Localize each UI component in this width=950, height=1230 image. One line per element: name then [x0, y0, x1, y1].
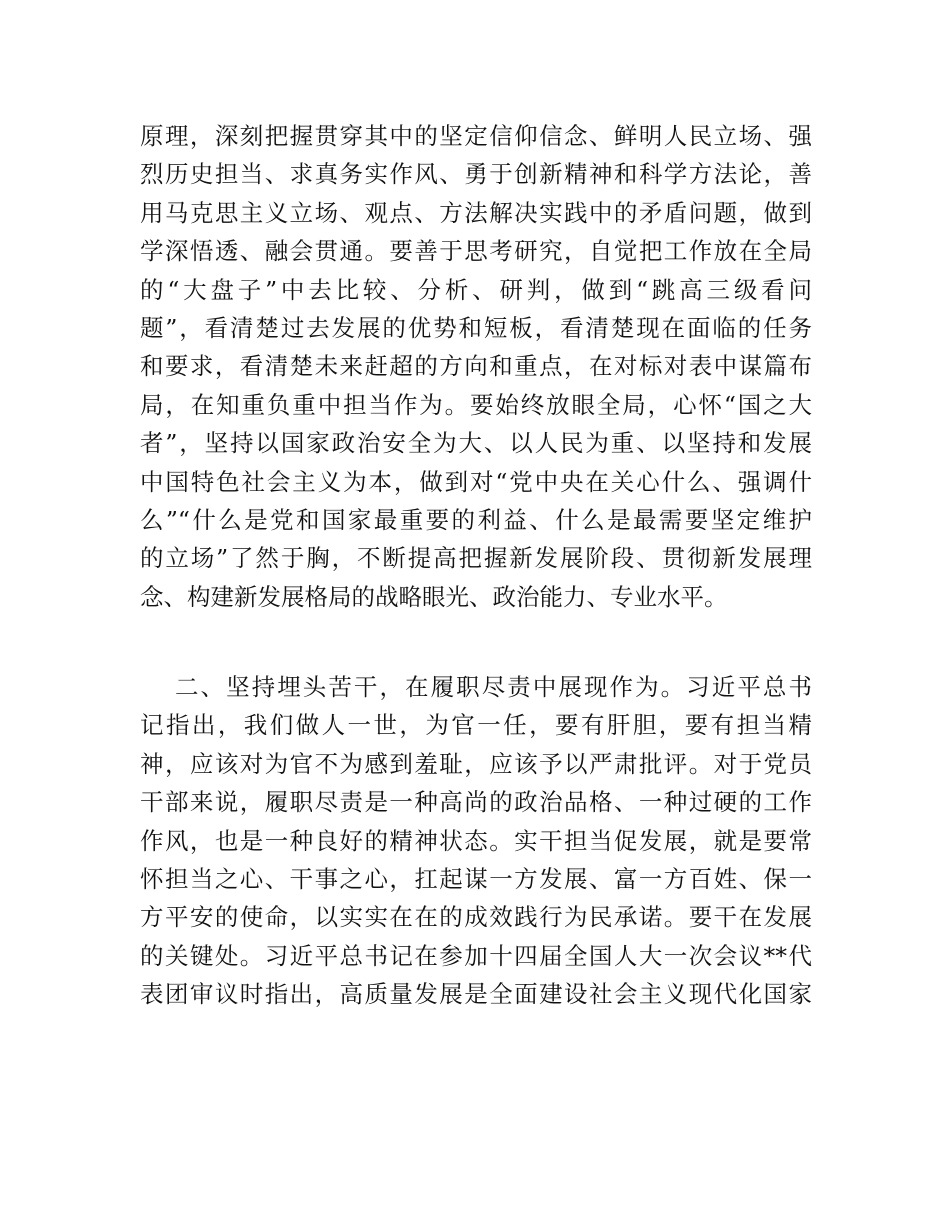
text-line: 用马克思主义立场、观点、方法解决实践中的矛盾问题，做到 [140, 198, 812, 227]
text-line: 么”“什么是党和国家最重要的利益、什么是最需要坚定维护 [140, 505, 812, 534]
text-line: 作风，也是一种良好的精神状态。实干担当促发展，就是要常 [140, 826, 812, 855]
text-line: 念、构建新发展格局的战略眼光、政治能力、专业水平。 [140, 582, 728, 611]
paragraph-continuation [140, 117, 812, 616]
text-line: 怀担当之心、干事之心，扛起谋一方发展、富一方百姓、保一 [140, 864, 812, 893]
text-line: 者”，坚持以国家政治安全为大、以人民为重、以坚持和发展 [140, 429, 812, 458]
text-line: 记指出，我们做人一世，为官一任，要有肝胆，要有担当精 [140, 711, 812, 740]
text-line: 的关键处。习近平总书记在参加十四届全国人大一次会议**代 [140, 941, 812, 970]
text-line: 和要求，看清楚未来赶超的方向和重点，在对标对表中谋篇布 [140, 352, 812, 381]
paragraph-section-two [140, 668, 812, 1014]
text-line: 局，在知重负重中担当作为。要始终放眼全局，心怀“国之大 [140, 390, 812, 419]
text-line: 表团审议时指出，高质量发展是全面建设社会主义现代化国家 [140, 980, 812, 1009]
text-line: 烈历史担当、求真务实作风、勇于创新精神和科学方法论，善 [140, 160, 812, 189]
text-line: 中国特色社会主义为本，做到对“党中央在关心什么、强调什 [140, 467, 812, 496]
text-line: 方平安的使命，以实实在在的成效践行为民承诺。要干在发展 [140, 903, 812, 932]
text-line: 题”，看清楚过去发展的优势和短板，看清楚现在面临的任务 [140, 313, 812, 342]
text-line: 原理，深刻把握贯穿其中的坚定信仰信念、鲜明人民立场、强 [140, 122, 812, 150]
text-line-heading: 二、坚持埋头苦干，在履职尽责中展现作为。习近平总书 [175, 673, 812, 701]
text-line: 干部来说，履职尽责是一种高尚的政治品格、一种过硬的工作 [140, 788, 812, 817]
text-line: 的“大盘子”中去比较、分析、研判，做到“跳高三级看问 [140, 275, 812, 304]
text-line: 学深悟透、融会贯通。要善于思考研究，自觉把工作放在全局 [140, 237, 812, 266]
text-line: 神，应该对为官不为感到羞耻，应该予以严肃批评。对于党员 [140, 749, 812, 778]
text-line: 的立场”了然于胸，不断提高把握新发展阶段、贯彻新发展理 [140, 544, 812, 573]
